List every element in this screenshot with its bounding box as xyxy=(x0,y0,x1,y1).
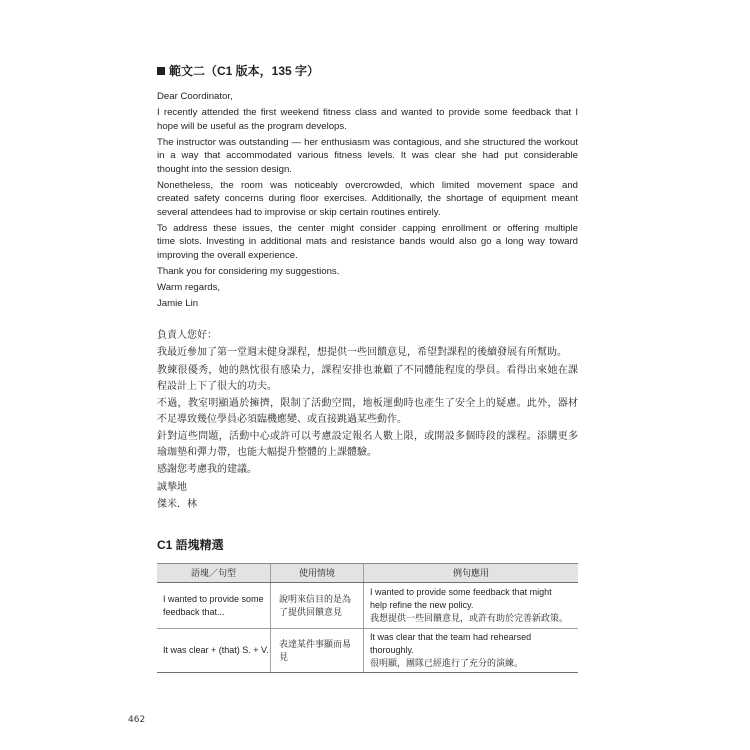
english-letter xyxy=(157,90,578,313)
column-header-example xyxy=(363,564,578,582)
english-sign-off: Warm regards, xyxy=(157,281,221,293)
chinese-body-paragraph xyxy=(157,429,578,461)
english-salutation: Dear Coordinator, xyxy=(157,91,233,103)
chinese-letter-line: 不足導致幾位學員必須臨機應變、或直接跳過某些動作。 xyxy=(157,413,407,425)
column-header-usage xyxy=(270,564,363,582)
usage-cell xyxy=(270,629,363,672)
example-cell xyxy=(363,629,578,672)
chinese-signature: 傑米．林 xyxy=(157,499,197,511)
english-letter-line: hope will be useful as the program develops. xyxy=(157,120,347,132)
phrase-line: It was clear + (that) S. + V. xyxy=(163,645,269,655)
chinese-letter-line: 教練很優秀，她的熱忱很有感染力，課程安排也兼顧了不同體能程度的學員。看得出來她在課 xyxy=(157,364,578,376)
page-number: 462 xyxy=(128,715,146,725)
chinese-letter xyxy=(157,328,578,515)
english-body-paragraph xyxy=(157,179,578,219)
chinese-letter-line: 程設計上下了很大的功夫。 xyxy=(157,380,277,392)
chinese-salutation: 負責人您好： xyxy=(157,330,217,342)
chinese-sign-off: 誠摯地 xyxy=(157,481,187,493)
english-letter-line: I recently attended the first weekend fitness class and wanted to provide some feedback that I xyxy=(157,107,578,119)
column-header-label: 語塊／句型 xyxy=(190,567,236,578)
phrase-cell xyxy=(157,629,270,672)
sample-letter-heading-text: 範文二（C1 版本，135 字） xyxy=(169,64,320,78)
english-letter-line: Nonetheless, the room was noticeably overcrowded, which limited movement space and xyxy=(157,179,578,191)
english-letter-line: To address these issues, the center might consider capping enrollment or offering multiple xyxy=(157,222,578,234)
chinese-body-paragraph xyxy=(157,345,578,361)
example-cell xyxy=(363,583,578,628)
usage-line: 表達某件事顯而易 xyxy=(279,638,352,649)
chinese-closing: 感謝您考慮我的建議。 xyxy=(157,464,257,476)
usage-line: 說明來信目的是為 xyxy=(279,593,352,604)
chinese-letter-line: 我最近參加了第一堂週末健身課程，想提供一些回饋意見，希望對課程的後續發展有所幫助。 xyxy=(157,347,567,359)
usage-cell xyxy=(270,583,363,628)
chinese-body-paragraph xyxy=(157,396,578,428)
example-en-line: thoroughly. xyxy=(370,645,414,655)
usage-line: 見 xyxy=(279,651,289,662)
sample-letter-heading xyxy=(157,63,457,79)
english-closing: Thank you for considering my suggestions. xyxy=(157,265,340,277)
chinese-body-paragraph xyxy=(157,363,578,395)
english-letter-line: in a way that accommodated various fitness levels. It was clear she had put considerable xyxy=(157,150,578,162)
phrase-line: I wanted to provide some xyxy=(163,593,264,604)
english-letter-line: created safety concerns during floor exercises. Additionally, the shortage of equipment meant xyxy=(157,193,578,205)
square-bullet-icon xyxy=(157,67,165,75)
column-header-label: 例句應用 xyxy=(452,567,489,578)
example-zh-line: 很明顯，團隊已經進行了充分的演練。 xyxy=(370,658,524,668)
english-body-paragraph xyxy=(157,106,578,133)
example-en-line: I wanted to provide some feedback that might xyxy=(370,587,552,597)
chinese-letter-line: 瑜珈墊和彈力帶，也能大幅提升整體的上課體驗。 xyxy=(157,447,377,459)
chinese-letter-line: 針對這些問題，活動中心或許可以考慮設定報名人數上限，或開設多個時段的課程。添購更多 xyxy=(157,431,578,443)
english-letter-line: thought into the session design. xyxy=(157,163,292,175)
column-header-phrase xyxy=(157,564,270,582)
usage-line: 了提供回饋意見 xyxy=(279,606,343,617)
phrase-line: feedback that... xyxy=(163,606,225,617)
table-row xyxy=(157,629,578,673)
english-body-paragraph xyxy=(157,222,578,262)
english-letter-line: improving the overall experience. xyxy=(157,249,298,261)
phrase-table xyxy=(157,563,578,673)
table-row xyxy=(157,583,578,629)
phrase-cell xyxy=(157,583,270,628)
english-signature: Jamie Lin xyxy=(157,297,199,309)
example-en-line: It was clear that the team had rehearsed xyxy=(370,632,532,642)
english-letter-line: The instructor was outstanding — her enthusiasm was contagious, and she structured the workout xyxy=(157,136,578,148)
english-body-paragraph xyxy=(157,136,578,176)
table-header-row xyxy=(157,564,578,583)
column-header-label: 使用情境 xyxy=(298,567,335,578)
phrase-table-title: C1 語塊精選 xyxy=(157,538,224,552)
example-zh-line: 我想提供一些回饋意見，或許有助於完善新政策。 xyxy=(370,613,569,623)
english-letter-line: several attendees had to improvise or skip certain routines entirely. xyxy=(157,206,441,218)
english-letter-line: time slots. Investing in additional mats and resistance bands would also go a long way toward xyxy=(157,236,578,248)
chinese-letter-line: 不過，教室明顯過於擁擠，限制了活動空間，地板運動時也產生了安全上的疑慮。此外，器材 xyxy=(157,398,578,410)
example-en-line: help refine the new policy. xyxy=(370,600,474,610)
